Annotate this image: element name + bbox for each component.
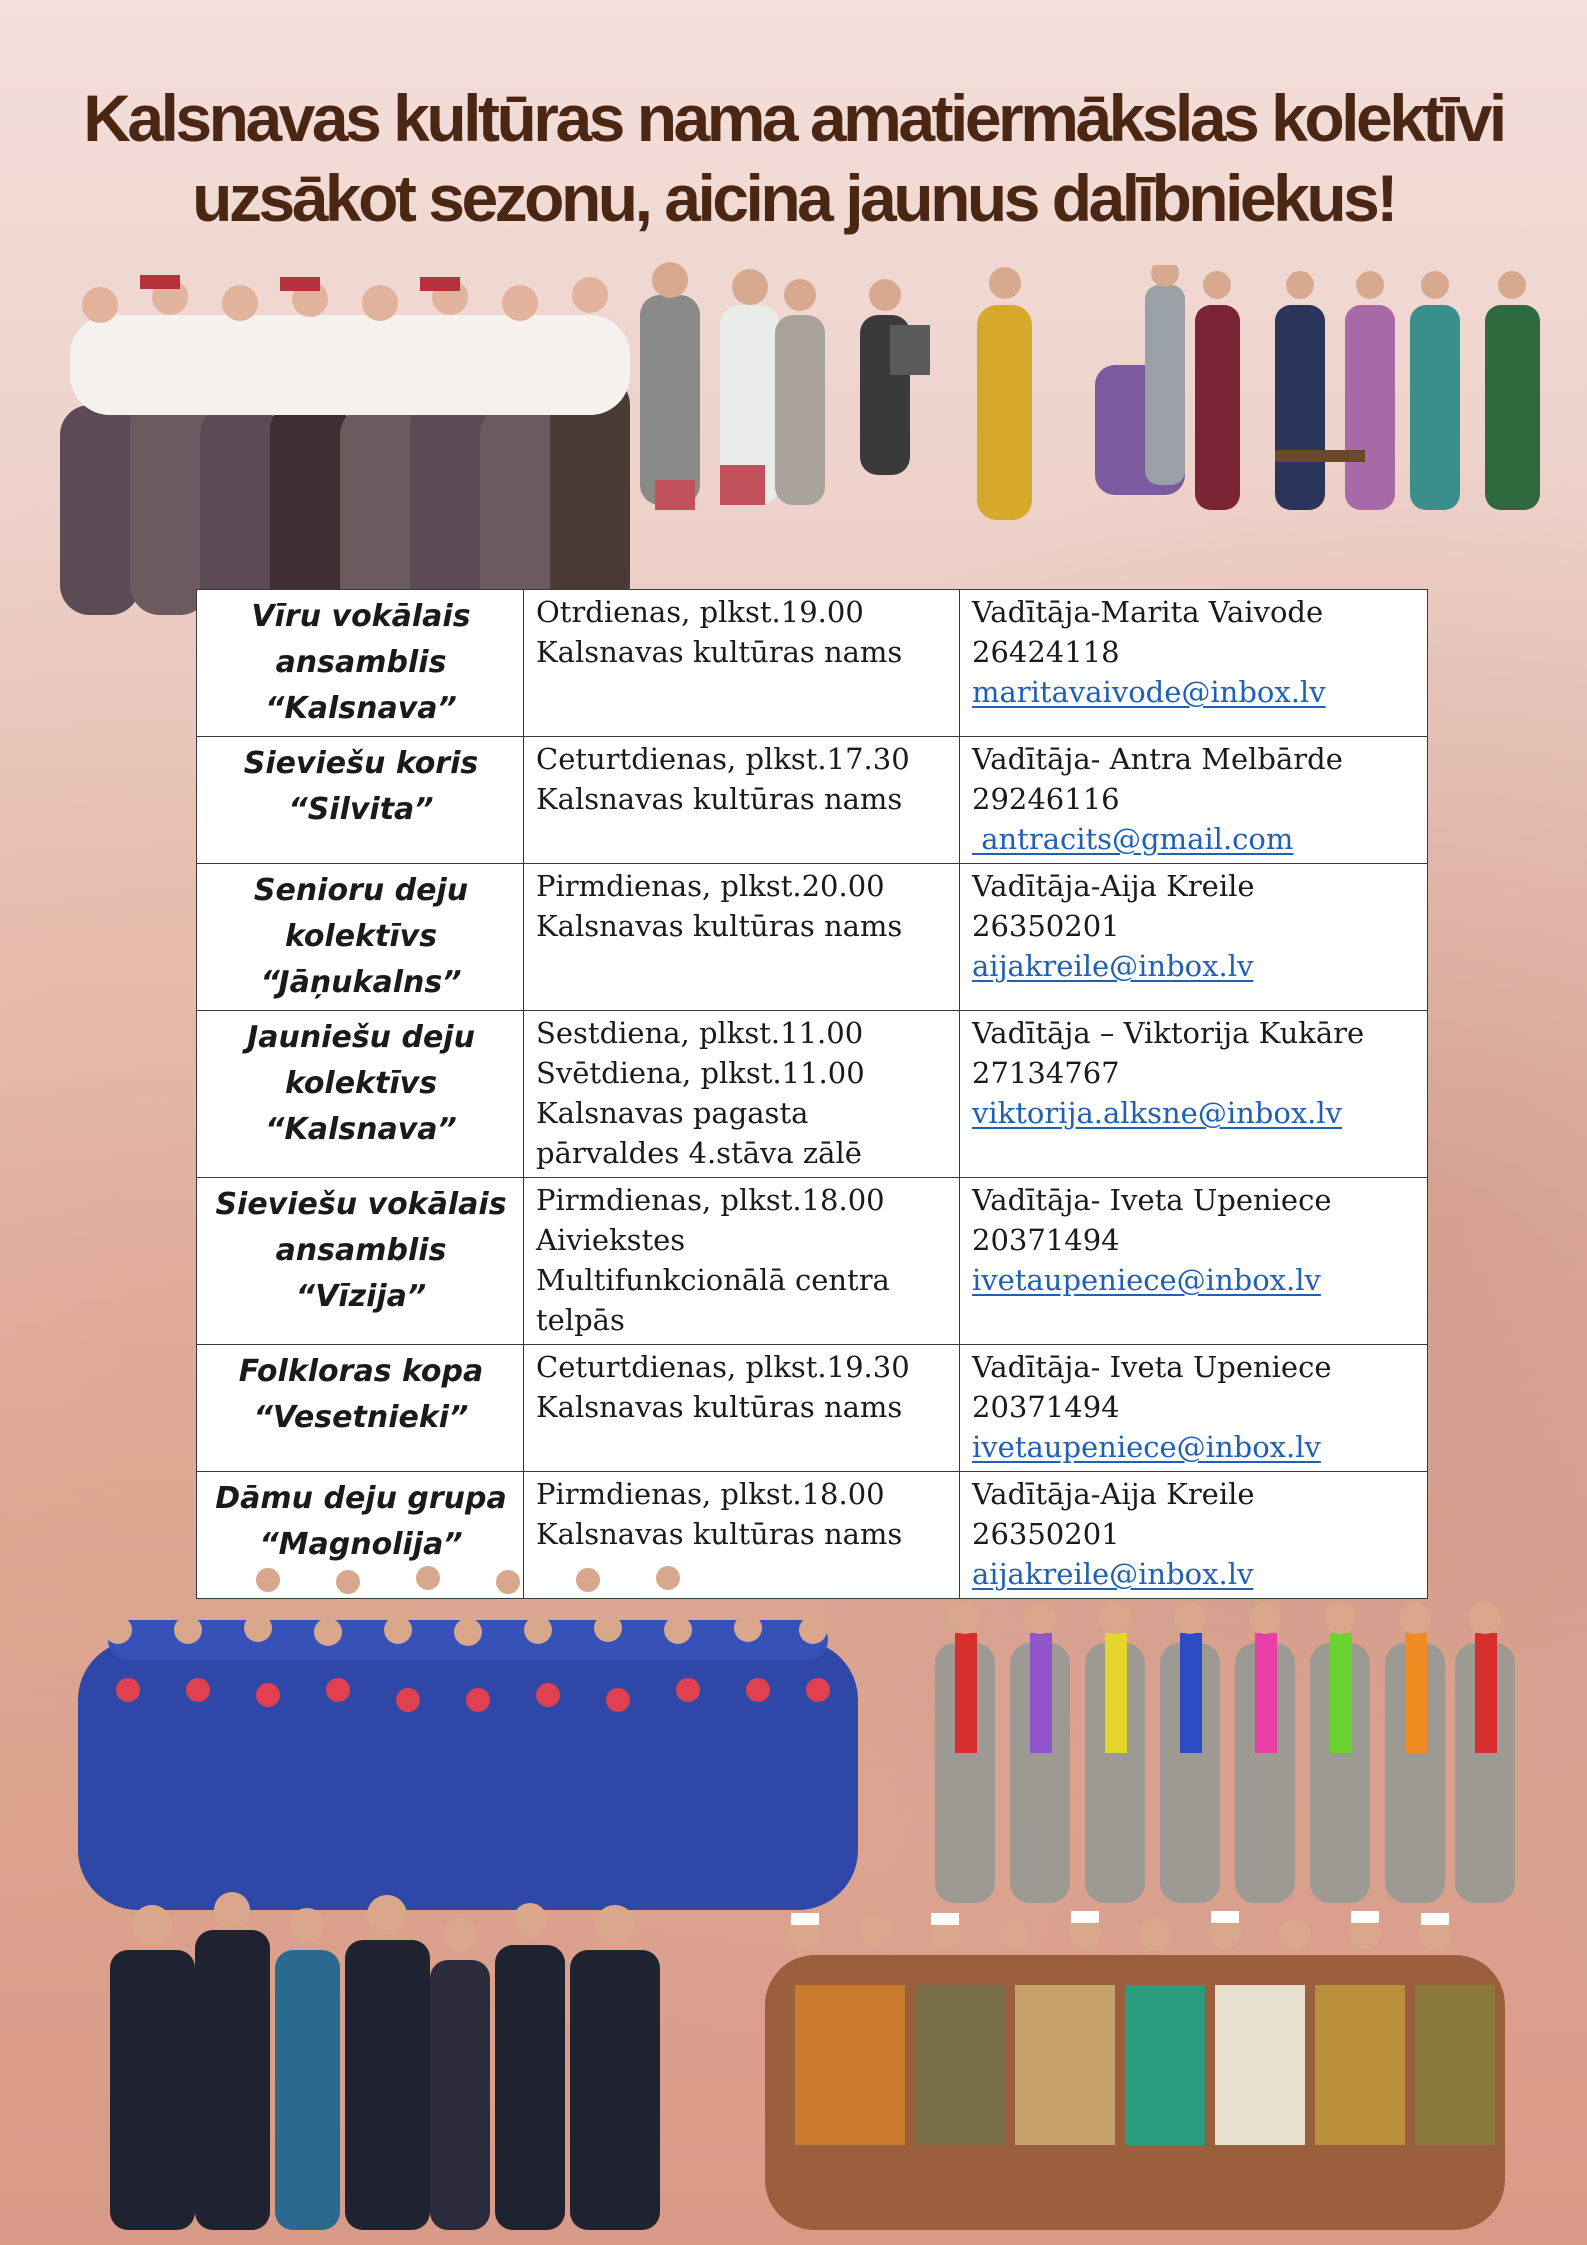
vocal-ensemble-photo	[935, 1583, 1515, 1913]
leader-name: Vadītāja- Iveta Upeniece	[972, 1350, 1332, 1384]
choir-photo	[68, 1560, 868, 1920]
title-line-2: uzsākot sezonu, aicina jaunus dalībniekus!	[192, 161, 1395, 235]
group-name-line: “Silvita”	[288, 792, 434, 827]
table-row	[197, 1178, 1428, 1345]
schedule-cell	[524, 590, 960, 737]
group-name-line: Sieviešu vokālais	[215, 1187, 507, 1222]
schedule-line: Aiviekstes	[536, 1223, 686, 1257]
leader-email-link[interactable]: viktorija.alksne@inbox.lv	[972, 1096, 1343, 1130]
schedule-line: Kalsnavas kultūras nams	[536, 1390, 903, 1424]
schedule-line: telpās	[536, 1303, 625, 1337]
leader-phone: 26350201	[972, 909, 1120, 943]
group-cell	[197, 864, 524, 1011]
leader-name: Vadītāja-Aija Kreile	[972, 869, 1255, 903]
group-cell	[197, 1345, 524, 1472]
leader-name: Vadītāja-Marita Vaivode	[972, 595, 1324, 629]
schedule-line: Kalsnavas kultūras nams	[536, 635, 903, 669]
group-name-line: “Magnolija”	[259, 1527, 463, 1562]
schedule-line: Pirmdienas, plkst.18.00	[536, 1477, 885, 1511]
seniors-photo	[635, 255, 965, 535]
group-name-line: “Kalsnava”	[265, 691, 457, 726]
table-row	[197, 590, 1428, 737]
schedule-line: Pirmdienas, plkst.18.00	[536, 1183, 885, 1217]
group-name-line: Vīru vokālais	[251, 599, 471, 634]
table-row	[197, 1011, 1428, 1178]
group-name-line: Sieviešu koris	[243, 746, 479, 781]
schedule-line: Otrdienas, plkst.19.00	[536, 595, 864, 629]
group-name-line: kolektīvs	[284, 1066, 438, 1101]
contact-cell	[960, 590, 1428, 737]
contact-cell	[960, 1472, 1428, 1599]
group-name-line: Dāmu deju grupa	[215, 1481, 507, 1516]
group-cell	[197, 1178, 524, 1345]
schedule-cell	[524, 1178, 960, 1345]
leader-email-link[interactable]: maritavaivode@inbox.lv	[972, 675, 1326, 709]
schedule-cell	[524, 737, 960, 864]
leader-email-link[interactable]: aijakreile@inbox.lv	[972, 1557, 1254, 1591]
group-name-line: Folkloras kopa	[238, 1354, 484, 1389]
leader-phone: 20371494	[972, 1390, 1120, 1424]
group-name-line: kolektīvs	[284, 919, 438, 954]
table-row	[197, 1345, 1428, 1472]
leader-phone: 26424118	[972, 635, 1120, 669]
contact-cell	[960, 1345, 1428, 1472]
leader-name: Vadītāja- Antra Melbārde	[972, 742, 1343, 776]
schedule-line: Multifunkcionālā centra	[536, 1263, 890, 1297]
men-ensemble-photo	[110, 1890, 680, 2235]
leader-email-link[interactable]: antracits@gmail.com	[972, 822, 1294, 856]
schedule-cell	[524, 864, 960, 1011]
contact-cell	[960, 1011, 1428, 1178]
leader-email-link[interactable]: ivetaupeniece@inbox.lv	[972, 1430, 1321, 1464]
leader-phone: 29246116	[972, 782, 1120, 816]
schedule-line: Pirmdienas, plkst.20.00	[536, 869, 885, 903]
contact-cell	[960, 864, 1428, 1011]
schedule-line: Kalsnavas kultūras nams	[536, 1517, 903, 1551]
group-cell	[197, 590, 524, 737]
group-name-line: “Vīzija”	[295, 1279, 427, 1314]
contact-cell	[960, 1178, 1428, 1345]
schedule-cell	[524, 1345, 960, 1472]
group-name-line: Jauniešu deju	[247, 1020, 475, 1055]
schedule-line: Ceturtdienas, plkst.19.30	[536, 1350, 910, 1384]
schedule-line: Ceturtdienas, plkst.17.30	[536, 742, 910, 776]
leader-phone: 20371494	[972, 1223, 1120, 1257]
group-name-line: Senioru deju	[253, 873, 469, 908]
leader-email-link[interactable]: ivetaupeniece@inbox.lv	[972, 1263, 1321, 1297]
leader-name: Vadītāja – Viktorija Kukāre	[972, 1016, 1365, 1050]
leader-phone: 26350201	[972, 1517, 1120, 1551]
group-cell	[197, 737, 524, 864]
schedule-line: Kalsnavas kultūras nams	[536, 782, 903, 816]
group-name-line: ansamblis	[275, 1233, 447, 1268]
schedule-line: Kalsnavas pagasta	[536, 1096, 809, 1130]
title-line-1: Kalsnavas kultūras nama amatiermākslas kolektīvi	[83, 81, 1504, 155]
table-row	[197, 737, 1428, 864]
group-name-line: “Jāņukalns”	[260, 965, 462, 1000]
folk-instruments-photo	[975, 265, 1565, 535]
group-name-line: “Kalsnava”	[265, 1112, 457, 1147]
schedule-line: Svētdiena, plkst.11.00	[536, 1056, 865, 1090]
group-name-line: “Vesetnieki”	[253, 1400, 469, 1435]
schedule-line: pārvaldes 4.stāva zālē	[536, 1136, 862, 1170]
folklore-group-photo	[765, 1895, 1505, 2235]
group-cell	[197, 1011, 524, 1178]
leader-name: Vadītāja- Iveta Upeniece	[972, 1183, 1332, 1217]
schedule-cell	[524, 1011, 960, 1178]
leader-name: Vadītāja-Aija Kreile	[972, 1477, 1255, 1511]
contact-cell	[960, 737, 1428, 864]
dancers-photo	[40, 255, 650, 635]
schedule-table	[196, 589, 1428, 1599]
poster-title	[40, 78, 1547, 238]
schedule-line: Sestdiena, plkst.11.00	[536, 1016, 864, 1050]
leader-phone: 27134767	[972, 1056, 1120, 1090]
leader-email-link[interactable]: aijakreile@inbox.lv	[972, 949, 1254, 983]
table-row	[197, 864, 1428, 1011]
group-name-line: ansamblis	[275, 645, 447, 680]
schedule-line: Kalsnavas kultūras nams	[536, 909, 903, 943]
